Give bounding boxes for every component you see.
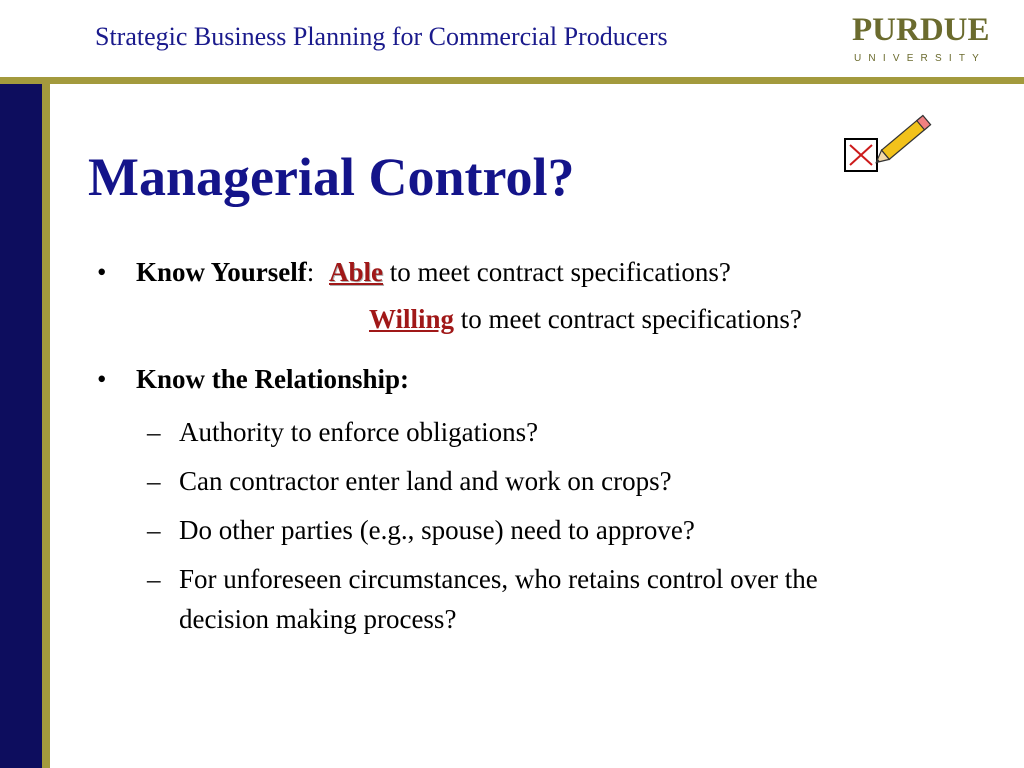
sub-item: Can contractor enter land and work on crops? <box>179 466 672 496</box>
dash-glyph: – <box>147 466 161 496</box>
willing-text: to meet contract specifications? <box>460 304 802 334</box>
sub-item-continuation: decision making process? <box>179 604 457 634</box>
slide-title: Managerial Control? <box>88 147 575 207</box>
sub-item: Do other parties (e.g., spouse) need to approve? <box>179 515 695 545</box>
purdue-logo <box>848 8 1008 68</box>
header-rule <box>0 77 1024 84</box>
emphasis-willing: Willing <box>369 304 455 334</box>
bullet-glyph: • <box>97 257 107 287</box>
dash-glyph: – <box>147 515 161 545</box>
sub-item: Authority to enforce obligations? <box>179 417 539 447</box>
bullet-label: Know Yourself <box>136 257 307 287</box>
dash-glyph: – <box>147 564 161 594</box>
sidebar-gold-bar <box>42 84 50 768</box>
bullet-know-relationship: Know the Relationship: <box>136 364 410 394</box>
bullet-know-yourself <box>136 259 731 286</box>
sidebar-navy-bar <box>0 84 42 768</box>
willing-line <box>369 306 802 333</box>
emphasis-able: Able <box>329 257 384 287</box>
checkbox-pencil-icon <box>838 112 938 178</box>
dash-glyph: – <box>147 417 161 447</box>
able-text: to meet contract specifications? <box>389 257 731 287</box>
sub-item: For unforeseen circumstances, who retains control over the <box>179 564 818 594</box>
header-title: Strategic Business Planning for Commercial Producers <box>95 22 668 51</box>
bullet-separator: : <box>306 257 315 287</box>
logo-subline: UNIVERSITY <box>854 53 987 64</box>
logo-wordmark: PURDUE <box>852 12 990 48</box>
bullet-glyph: • <box>97 364 107 394</box>
